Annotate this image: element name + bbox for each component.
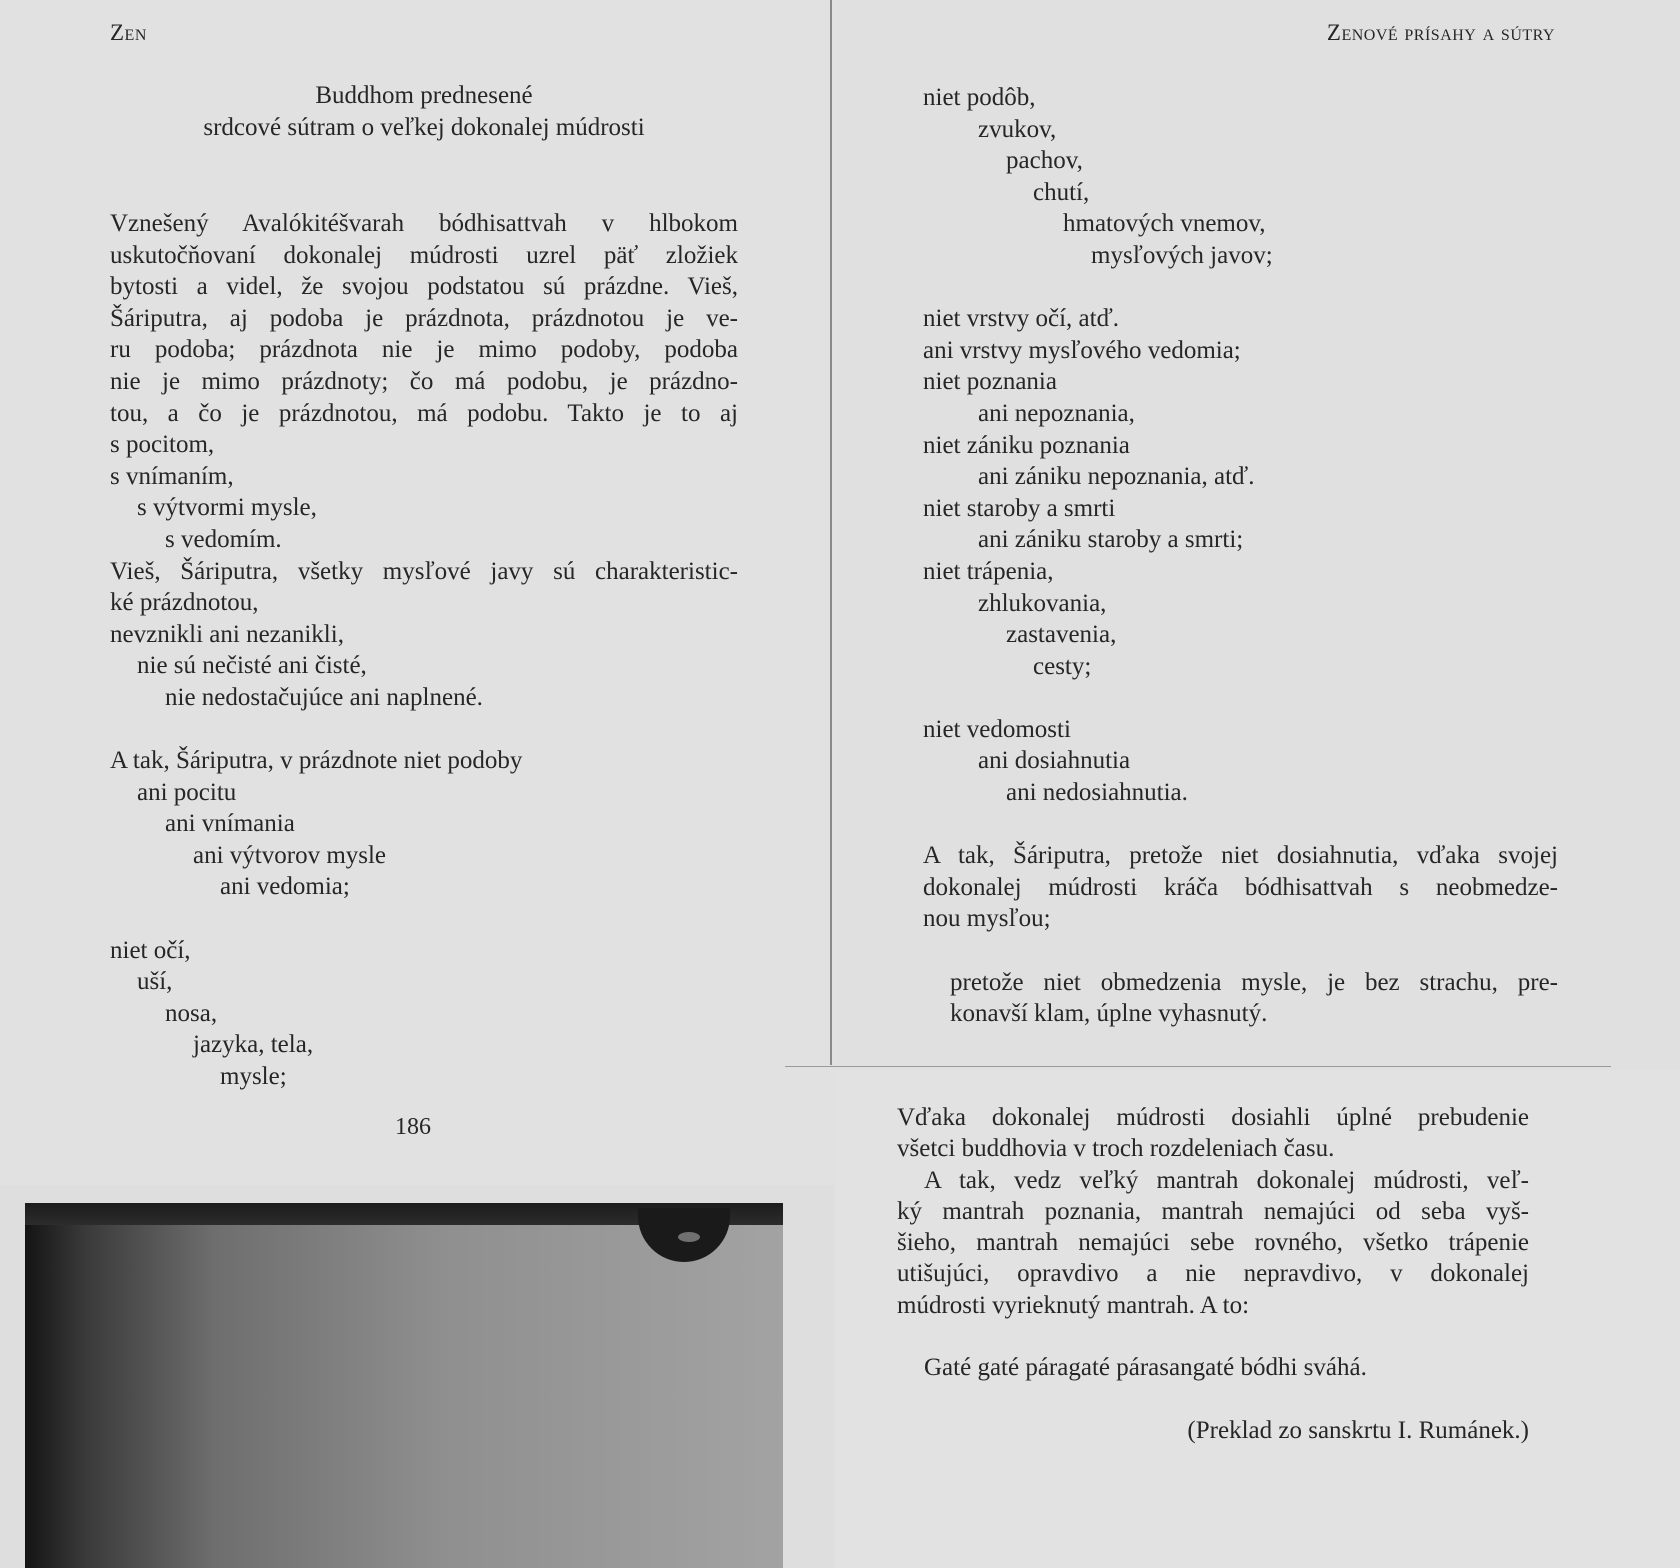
text-line: ani dosiahnutia <box>978 747 1131 775</box>
text-line: Vieš, Šáriputra, všetky mysľové javy sú charakteristic- <box>110 557 738 585</box>
text-line: dokonalej múdrosti kráča bódhisattvah s neobmedze- <box>923 873 1558 901</box>
text-line: hmatových vnemov, <box>1063 210 1266 238</box>
text-line: ani vrstvy mysľového vedomia; <box>923 336 1241 364</box>
text-line: ru podoba; prázdnota nie je mimo podoby, podoba <box>110 336 738 364</box>
text-line: ani zániku nepoznania, atď. <box>978 463 1255 491</box>
text-line: s výtvormi mysle, <box>137 494 317 522</box>
text-line: pretože niet obmedzenia mysle, je bez strachu, pre- <box>950 968 1558 996</box>
stanza-gap <box>897 1384 1529 1415</box>
text-line: ké prázdnotou, <box>110 589 259 617</box>
text-line: jazyka, tela, <box>193 1031 314 1059</box>
text-line: niet zániku poznania <box>923 431 1130 459</box>
text-line: ani zániku staroby a smrti; <box>978 526 1244 554</box>
text-line: niet vedomosti <box>923 715 1071 743</box>
page-cut-line <box>785 1066 1611 1067</box>
text-line: nevznikli ani nezanikli, <box>110 620 344 648</box>
text-line: s vedomím. <box>165 525 282 553</box>
text-line: s pocitom, <box>110 431 215 459</box>
text-line: uskutočňovaní dokonalej múdrosti uzrel päť zložiek <box>110 241 738 269</box>
text-line: utišujúci, opravdivo a nie nepravdivo, v dokonalej <box>897 1260 1529 1288</box>
text-line: niet poznania <box>923 368 1057 396</box>
text-line: šieho, mantrah nemajúci sebe rovného, všetko trápenie <box>897 1229 1529 1257</box>
text-line: s vnímaním, <box>110 462 234 490</box>
text-line: ani pocitu <box>137 778 237 806</box>
text-line: konavší klam, úplne vyhasnutý. <box>950 1000 1268 1028</box>
running-head-left: Zen <box>110 20 147 45</box>
text-line: A tak, vedz veľký mantrah dokonalej múdrosti, veľ- <box>924 1166 1529 1194</box>
text-line: ani nedosiahnutia. <box>1006 779 1188 807</box>
text-line: (Preklad zo sanskrtu I. Rumánek.) <box>1187 1416 1529 1444</box>
text-line: chutí, <box>1033 178 1090 206</box>
text-line: Šáriputra, aj podoba je prázdnota, prázdnotou je ve- <box>110 304 738 332</box>
text-line: A tak, Šáriputra, v prázdnote niet podoby <box>110 747 523 775</box>
next-page-text <box>897 1102 1529 1446</box>
text-line: niet očí, <box>110 936 191 964</box>
text-line: cesty; <box>1033 652 1092 680</box>
text-line: zvukov, <box>978 115 1057 143</box>
text-line: Gaté gaté páragaté párasangaté bódhi sváhá. <box>924 1354 1367 1382</box>
running-head-right: Zenové prísahy a sútry <box>1326 20 1555 45</box>
text-line: nie nedostačujúce ani naplnené. <box>165 683 483 711</box>
text-line: všetci buddhovia v troch rozdeleniach času. <box>897 1135 1335 1163</box>
stanza-gap <box>923 809 1558 841</box>
text-line: bytosti a videl, že svojou podstatou sú prázdne. Vieš, <box>110 273 738 301</box>
text-line: ani nepoznania, <box>978 399 1135 427</box>
text-line: ký mantrah poznania, mantrah nemajúci od seba vyš- <box>897 1197 1529 1225</box>
binder-clip-hole <box>678 1232 700 1242</box>
stanza-gap <box>923 935 1558 967</box>
text-line: tou, a čo je prázdnotou, má podobu. Takto je to aj <box>110 399 738 427</box>
text-line: niet staroby a smrti <box>923 494 1116 522</box>
text-line: ani výtvorov mysle <box>193 841 387 869</box>
stanza-gap <box>923 272 1558 304</box>
text-line: A tak, Šáriputra, pretože niet dosiahnutia, vďaka svojej <box>923 842 1558 870</box>
text-line: niet podôb, <box>923 84 1036 111</box>
stanza-gap <box>923 682 1558 714</box>
text-line: mysľových javov; <box>1091 241 1273 269</box>
left-page-text <box>110 208 738 1093</box>
text-line: pachov, <box>1006 147 1083 175</box>
text-line: Vďaka dokonalej múdrosti dosiahli úplné prebudenie <box>897 1104 1529 1131</box>
text-line: niet trápenia, <box>923 557 1054 585</box>
text-line: nou mysľou; <box>923 905 1051 933</box>
text-line: múdrosti vyrieknutý mantrah. A to: <box>897 1291 1250 1319</box>
text-line: zastavenia, <box>1006 621 1117 649</box>
text-line: uší, <box>137 968 173 996</box>
book-spine-line <box>830 0 832 1065</box>
stanza-gap <box>110 903 738 935</box>
text-line: ani vedomia; <box>220 873 350 901</box>
page-number: 186 <box>395 1114 431 1140</box>
text-line: mysle; <box>220 1063 287 1091</box>
sutra-title-line-2: srdcové sútram o veľkej dokonalej múdrosti <box>203 114 645 141</box>
text-line: Vznešený Avalókitéšvarah bódhisattvah v hlbokom <box>110 210 738 237</box>
sutra-title-line-1: Buddhom prednesené <box>315 82 533 109</box>
text-line: nosa, <box>165 999 218 1027</box>
text-line: nie sú nečisté ani čisté, <box>137 652 367 680</box>
text-line: zhlukovania, <box>978 589 1107 617</box>
stanza-gap <box>897 1321 1529 1352</box>
stanza-gap <box>110 714 738 746</box>
text-line: nie je mimo prázdnoty; čo má podobu, je prázdno- <box>110 367 738 395</box>
text-line: ani vnímania <box>165 810 295 838</box>
right-page-text <box>923 82 1558 1030</box>
text-line: niet vrstvy očí, atď. <box>923 305 1119 333</box>
